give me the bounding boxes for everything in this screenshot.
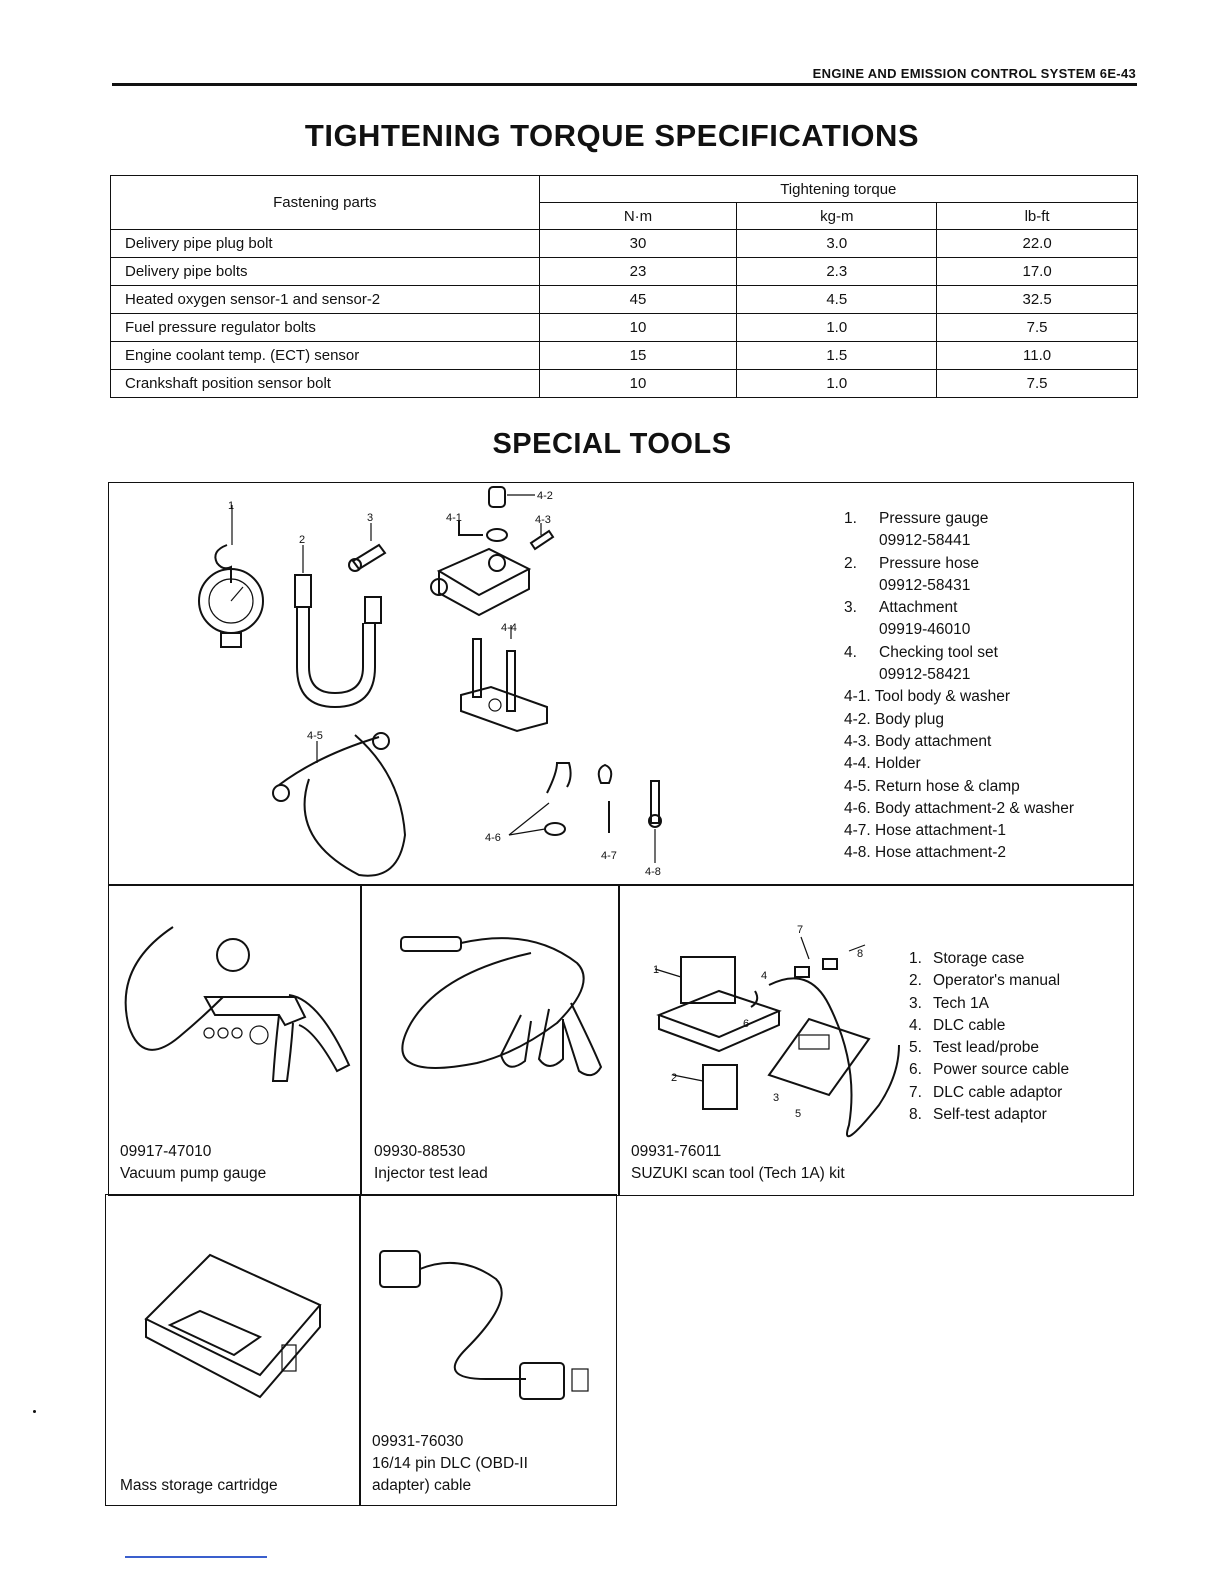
legend-num: 2.	[909, 972, 922, 990]
cell-part: Engine coolant temp. (ECT) sensor	[111, 342, 540, 370]
legend-num: 6.	[909, 1061, 922, 1079]
tools-section-title: SPECIAL TOOLS	[492, 428, 732, 460]
cell-lbft: 7.5	[937, 370, 1138, 398]
cell-part: Heated oxygen sensor-1 and sensor-2	[111, 286, 540, 314]
legend-text: 4-4. Holder	[844, 755, 921, 773]
cell-lbft: 17.0	[937, 258, 1138, 286]
legend-num: 8.	[909, 1106, 922, 1124]
fig-label: 1	[653, 964, 660, 976]
torque-header-row	[111, 176, 1138, 203]
legend-text: Attachment	[879, 599, 958, 617]
legend-text: 4-5. Return hose & clamp	[844, 777, 1020, 795]
fuel-pressure-tools-illustration	[109, 483, 809, 883]
legend-text: Pressure gauge	[879, 510, 989, 527]
hose-attachments-icon	[509, 763, 661, 863]
header-rule	[112, 83, 1137, 86]
dlc-cable-box	[359, 1194, 617, 1506]
legend-num: 3.	[844, 599, 857, 617]
unit-kgm: kg-m	[737, 203, 937, 230]
cell-kgm: 1.0	[737, 314, 937, 342]
torque-section-title: TIGHTENING TORQUE SPECIFICATIONS	[304, 118, 920, 153]
dlc-cable-caption	[372, 1431, 528, 1497]
cell-lbft: 22.0	[937, 230, 1138, 258]
legend-num: 1.	[909, 950, 922, 967]
cell-nm: 10	[539, 314, 737, 342]
mass-storage-cartridge-box	[105, 1194, 361, 1506]
unit-lbft: lb-ft	[937, 203, 1138, 230]
fig-label: 4-1	[446, 512, 462, 524]
legend-num: 4.	[844, 643, 857, 661]
table-row	[111, 286, 1138, 314]
pressure-hose-icon	[295, 545, 381, 707]
tool-name-line2: adapter) cable	[372, 1477, 472, 1494]
fig-label: 4	[761, 970, 768, 982]
tool-name: Mass storage cartridge	[120, 1477, 278, 1494]
legend-num: 7.	[909, 1083, 922, 1101]
legend-text: Storage case	[933, 950, 1025, 967]
legend-text: Pressure hose	[879, 554, 979, 572]
vacuum-pump-gauge-icon	[109, 885, 359, 1085]
legend-num: 3.	[909, 994, 922, 1012]
page-header: ENGINE AND EMISSION CONTROL SYSTEM 6E-43	[812, 66, 1136, 81]
table-row	[111, 258, 1138, 286]
scan-tool-kit-legend	[909, 948, 1069, 1126]
tool-code: 09917-47010	[120, 1143, 212, 1160]
legend-text: 4-3. Body attachment	[844, 732, 992, 750]
fuel-pressure-tools-box	[108, 482, 1134, 886]
fig-label: 2	[671, 1072, 678, 1084]
legend-num: 4.	[909, 1016, 922, 1034]
col-header-torque: Tightening torque	[539, 176, 1137, 203]
legend-num: 2.	[844, 554, 857, 572]
cell-kgm: 3.0	[737, 230, 937, 258]
legend-num	[844, 530, 879, 552]
vacuum-pump-gauge-caption	[120, 1141, 266, 1185]
cell-lbft: 32.5	[937, 286, 1138, 314]
tool-name: SUZUKI scan tool (Tech 1A) kit	[631, 1165, 845, 1182]
cell-part: Delivery pipe bolts	[111, 258, 540, 286]
fig-label: 4-6	[485, 832, 501, 844]
unit-nm: N·m	[539, 203, 737, 230]
fig-label: 7	[797, 924, 804, 936]
legend-text: 4-8. Hose attachment-2	[844, 844, 1006, 862]
cell-kgm: 1.5	[737, 342, 937, 370]
legend-text: Power source cable	[933, 1061, 1070, 1079]
fig-label: 5	[795, 1108, 802, 1120]
legend-num: 1.	[844, 510, 857, 527]
injector-test-lead-caption	[374, 1141, 488, 1185]
operators-manual-icon	[703, 1065, 737, 1109]
legend-text: 09912-58441	[879, 532, 971, 550]
legend-num	[844, 619, 879, 641]
legend-text: Self-test adaptor	[933, 1106, 1047, 1124]
fig-label: 4-5	[307, 730, 323, 742]
cell-nm: 10	[539, 370, 737, 398]
cell-part: Crankshaft position sensor bolt	[111, 370, 540, 398]
cell-kgm: 4.5	[737, 286, 937, 314]
injector-test-lead-box	[360, 884, 620, 1196]
attachment-icon	[349, 523, 385, 571]
injector-test-lead-icon	[361, 885, 617, 1085]
legend-text: DLC cable adaptor	[933, 1083, 1063, 1101]
table-row	[111, 314, 1138, 342]
legend-text: Tech 1A	[933, 994, 990, 1012]
legend-text: 09919-46010	[879, 621, 971, 639]
scan-tool-kit-box	[618, 884, 1134, 1196]
fig-label: 4-2	[537, 490, 553, 502]
scan-tool-kit-caption	[631, 1141, 845, 1185]
cell-nm: 15	[539, 342, 737, 370]
fig-label: 1	[228, 500, 235, 512]
mass-storage-cartridge-icon	[106, 1195, 356, 1415]
tool-code: 09931-76030	[372, 1433, 464, 1450]
legend-text: DLC cable	[933, 1016, 1006, 1034]
cell-nm: 45	[539, 286, 737, 314]
legend-text: 4-1. Tool body & washer	[844, 688, 1011, 706]
tool-name: Vacuum pump gauge	[120, 1165, 267, 1182]
fig-label: 4-8	[645, 866, 661, 878]
table-row	[111, 230, 1138, 258]
return-hose-icon	[273, 733, 405, 876]
storage-case-icon	[659, 991, 779, 1037]
pressure-gauge-icon	[199, 505, 263, 647]
cell-part: Fuel pressure regulator bolts	[111, 314, 540, 342]
cell-part: Delivery pipe plug bolt	[111, 230, 540, 258]
legend-text: Checking tool set	[879, 643, 998, 661]
legend-num	[844, 664, 879, 686]
cell-lbft: 7.5	[937, 314, 1138, 342]
table-row	[111, 342, 1138, 370]
fig-label: 4-4	[501, 622, 517, 634]
legend-text: 09912-58421	[879, 666, 971, 684]
tool-code: 09931-76011	[631, 1143, 722, 1160]
tech-1a-icon	[769, 1019, 869, 1095]
scan-tool-kit-icon	[619, 885, 899, 1135]
cell-lbft: 11.0	[937, 342, 1138, 370]
dlc-cable-icon	[360, 1195, 610, 1415]
fig-label: 6	[743, 1018, 750, 1030]
legend-text: Operator's manual	[933, 972, 1061, 990]
cell-kgm: 1.0	[737, 370, 937, 398]
fig-label: 4-7	[601, 850, 617, 862]
cell-nm: 30	[539, 230, 737, 258]
cell-nm: 23	[539, 258, 737, 286]
legend-num: 5.	[909, 1039, 922, 1057]
legend-text: 4-2. Body plug	[844, 710, 944, 728]
stray-mark	[33, 1410, 36, 1413]
fig-label: 4-3	[535, 514, 551, 526]
tool-name-line1: 16/14 pin DLC (OBD-II	[372, 1455, 528, 1472]
legend-text: 09912-58431	[879, 576, 971, 594]
legend-text: 4-7. Hose attachment-1	[844, 822, 1006, 840]
cell-kgm: 2.3	[737, 258, 937, 286]
vacuum-pump-gauge-box	[108, 884, 362, 1196]
fig-label: 3	[367, 512, 374, 524]
tool-code: 09930-88530	[374, 1143, 466, 1160]
mass-storage-cartridge-caption	[120, 1475, 278, 1497]
tool-name: Injector test lead	[374, 1165, 488, 1182]
fig-label: 3	[773, 1092, 780, 1104]
fig-label: 2	[299, 534, 306, 546]
col-header-fastening: Fastening parts	[111, 176, 540, 230]
torque-table	[110, 175, 1138, 398]
table-row	[111, 370, 1138, 398]
legend-num	[844, 575, 879, 597]
legend-text: Test lead/probe	[933, 1039, 1039, 1057]
fig-label: 8	[857, 948, 864, 960]
fuel-pressure-tools-legend	[844, 508, 1074, 865]
legend-text: 4-6. Body attachment-2 & washer	[844, 799, 1075, 817]
footer-line	[125, 1556, 267, 1558]
